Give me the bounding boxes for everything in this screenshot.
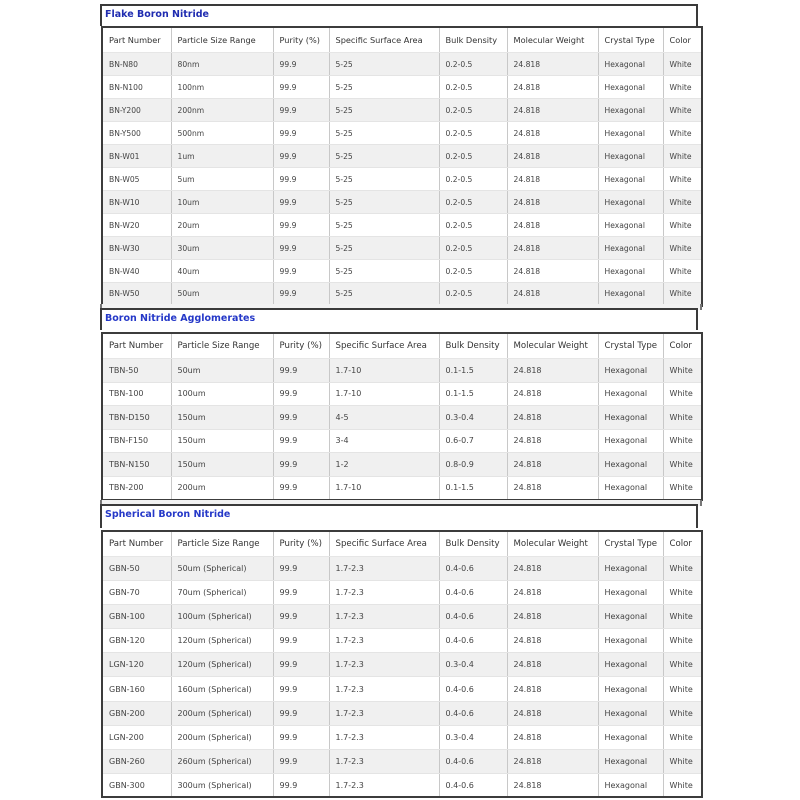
cell-molecular-weight: 24.818: [507, 76, 598, 99]
cell-surface-area: 5-25: [329, 76, 439, 99]
cell-color: White: [663, 237, 702, 260]
cell-bulk-density: 0.3-0.4: [439, 653, 507, 677]
cell-particle-size: 150um: [171, 453, 273, 477]
cell-purity: 99.9: [273, 629, 329, 653]
cell-molecular-weight: 24.818: [507, 191, 598, 214]
cell-color: White: [663, 701, 702, 725]
cell-bulk-density: 0.4-0.6: [439, 701, 507, 725]
cell-purity: 99.9: [273, 53, 329, 76]
cell-purity: 99.9: [273, 122, 329, 145]
cell-part-number: BN-W01: [102, 145, 171, 168]
cell-purity: 99.9: [273, 359, 329, 383]
table-row: [102, 429, 702, 453]
cell-surface-area: 1.7-2.3: [329, 581, 439, 605]
cell-particle-size: 20um: [171, 214, 273, 237]
cell-molecular-weight: 24.818: [507, 53, 598, 76]
column-header-particle-size: Particle Size Range: [171, 27, 273, 53]
cell-bulk-density: 0.1-1.5: [439, 359, 507, 383]
cell-part-number: GBN-120: [102, 629, 171, 653]
cell-bulk-density: 0.3-0.4: [439, 725, 507, 749]
column-header-particle-size: Particle Size Range: [171, 333, 273, 359]
cell-molecular-weight: 24.818: [507, 749, 598, 773]
cell-molecular-weight: 24.818: [507, 382, 598, 406]
cell-surface-area: 1.7-2.3: [329, 557, 439, 581]
cell-color: White: [663, 260, 702, 283]
cell-surface-area: 1-2: [329, 453, 439, 477]
section-title-flake: Flake Boron Nitride: [100, 4, 698, 26]
table-row: [102, 629, 702, 653]
cell-color: White: [663, 429, 702, 453]
cell-part-number: BN-Y200: [102, 99, 171, 122]
cell-particle-size: 50um: [171, 283, 273, 306]
cell-part-number: TBN-50: [102, 359, 171, 383]
cell-crystal-type: Hexagonal: [598, 453, 663, 477]
cell-particle-size: 160um (Spherical): [171, 677, 273, 701]
table-row: [102, 53, 702, 76]
cell-crystal-type: Hexagonal: [598, 145, 663, 168]
table-row: [102, 191, 702, 214]
table-row: [102, 76, 702, 99]
cell-surface-area: 3-4: [329, 429, 439, 453]
cell-molecular-weight: 24.818: [507, 557, 598, 581]
cell-surface-area: 1.7-10: [329, 382, 439, 406]
cell-surface-area: 1.7-2.3: [329, 725, 439, 749]
cell-molecular-weight: 24.818: [507, 283, 598, 306]
cell-purity: 99.9: [273, 725, 329, 749]
cell-surface-area: 4-5: [329, 406, 439, 430]
cell-bulk-density: 0.4-0.6: [439, 629, 507, 653]
cell-particle-size: 500nm: [171, 122, 273, 145]
cell-bulk-density: 0.2-0.5: [439, 237, 507, 260]
cell-molecular-weight: 24.818: [507, 476, 598, 500]
cell-purity: 99.9: [273, 557, 329, 581]
cell-molecular-weight: 24.818: [507, 145, 598, 168]
cell-part-number: BN-W05: [102, 168, 171, 191]
cell-surface-area: 5-25: [329, 237, 439, 260]
cell-molecular-weight: 24.818: [507, 99, 598, 122]
cell-bulk-density: 0.1-1.5: [439, 476, 507, 500]
column-header-purity: Purity (%): [273, 333, 329, 359]
cell-purity: 99.9: [273, 260, 329, 283]
cell-color: White: [663, 53, 702, 76]
cell-crystal-type: Hexagonal: [598, 406, 663, 430]
cell-color: White: [663, 99, 702, 122]
cell-purity: 99.9: [273, 773, 329, 797]
cell-bulk-density: 0.4-0.6: [439, 557, 507, 581]
cell-surface-area: 5-25: [329, 168, 439, 191]
section-title-spherical: Spherical Boron Nitride: [100, 504, 698, 528]
column-header-surface-area: Specific Surface Area: [329, 531, 439, 557]
column-header-crystal-type: Crystal Type: [598, 27, 663, 53]
cell-part-number: TBN-100: [102, 382, 171, 406]
cell-purity: 99.9: [273, 701, 329, 725]
cell-part-number: BN-Y500: [102, 122, 171, 145]
cell-surface-area: 1.7-2.3: [329, 773, 439, 797]
cell-surface-area: 1.7-2.3: [329, 677, 439, 701]
cell-particle-size: 200um (Spherical): [171, 701, 273, 725]
cell-part-number: GBN-160: [102, 677, 171, 701]
cell-crystal-type: Hexagonal: [598, 581, 663, 605]
cell-molecular-weight: 24.818: [507, 653, 598, 677]
cell-crystal-type: Hexagonal: [598, 76, 663, 99]
cell-molecular-weight: 24.818: [507, 701, 598, 725]
cell-molecular-weight: 24.818: [507, 359, 598, 383]
column-header-color: Color: [663, 531, 702, 557]
cell-part-number: LGN-200: [102, 725, 171, 749]
cell-color: White: [663, 122, 702, 145]
cell-bulk-density: 0.2-0.5: [439, 191, 507, 214]
column-header-part-number: Part Number: [102, 531, 171, 557]
column-header-color: Color: [663, 333, 702, 359]
cell-molecular-weight: 24.818: [507, 406, 598, 430]
cell-bulk-density: 0.2-0.5: [439, 168, 507, 191]
table-row: [102, 283, 702, 306]
cell-bulk-density: 0.6-0.7: [439, 429, 507, 453]
cell-color: White: [663, 168, 702, 191]
cell-surface-area: 5-25: [329, 191, 439, 214]
cell-molecular-weight: 24.818: [507, 122, 598, 145]
cell-molecular-weight: 24.818: [507, 214, 598, 237]
cell-color: White: [663, 725, 702, 749]
cell-color: White: [663, 359, 702, 383]
cell-particle-size: 150um: [171, 406, 273, 430]
cell-bulk-density: 0.2-0.5: [439, 260, 507, 283]
table-row: [102, 406, 702, 430]
column-header-part-number: Part Number: [102, 333, 171, 359]
cell-crystal-type: Hexagonal: [598, 677, 663, 701]
cell-bulk-density: 0.8-0.9: [439, 453, 507, 477]
cell-bulk-density: 0.4-0.6: [439, 677, 507, 701]
cell-particle-size: 200um (Spherical): [171, 725, 273, 749]
table-row: [102, 99, 702, 122]
table-row: [102, 237, 702, 260]
cell-particle-size: 40um: [171, 260, 273, 283]
cell-part-number: GBN-200: [102, 701, 171, 725]
cell-particle-size: 50um (Spherical): [171, 557, 273, 581]
cell-part-number: TBN-N150: [102, 453, 171, 477]
cell-crystal-type: Hexagonal: [598, 260, 663, 283]
cell-particle-size: 100um (Spherical): [171, 605, 273, 629]
table-row: [102, 122, 702, 145]
cell-color: White: [663, 581, 702, 605]
cell-part-number: BN-W30: [102, 237, 171, 260]
table-row: [102, 168, 702, 191]
cell-color: White: [663, 283, 702, 306]
table-row: [102, 476, 702, 500]
cell-particle-size: 50um: [171, 359, 273, 383]
cell-bulk-density: 0.2-0.5: [439, 283, 507, 306]
column-header-molecular-weight: Molecular Weight: [507, 531, 598, 557]
cell-purity: 99.9: [273, 677, 329, 701]
cell-purity: 99.9: [273, 76, 329, 99]
cell-purity: 99.9: [273, 581, 329, 605]
table-row: [102, 653, 702, 677]
table-row: [102, 725, 702, 749]
cell-part-number: GBN-50: [102, 557, 171, 581]
cell-surface-area: 1.7-2.3: [329, 629, 439, 653]
cell-crystal-type: Hexagonal: [598, 629, 663, 653]
cell-crystal-type: Hexagonal: [598, 214, 663, 237]
cell-molecular-weight: 24.818: [507, 168, 598, 191]
cell-crystal-type: Hexagonal: [598, 701, 663, 725]
cell-purity: 99.9: [273, 283, 329, 306]
table-row: [102, 701, 702, 725]
cell-particle-size: 300um (Spherical): [171, 773, 273, 797]
cell-color: White: [663, 76, 702, 99]
column-header-purity: Purity (%): [273, 27, 329, 53]
header-row: [102, 531, 702, 557]
table-row: [102, 605, 702, 629]
table-row: [102, 773, 702, 797]
cell-molecular-weight: 24.818: [507, 605, 598, 629]
cell-purity: 99.9: [273, 653, 329, 677]
cell-crystal-type: Hexagonal: [598, 237, 663, 260]
cell-purity: 99.9: [273, 605, 329, 629]
cell-color: White: [663, 605, 702, 629]
cell-color: White: [663, 677, 702, 701]
cell-color: White: [663, 749, 702, 773]
cell-crystal-type: Hexagonal: [598, 557, 663, 581]
cell-bulk-density: 0.2-0.5: [439, 214, 507, 237]
cell-molecular-weight: 24.818: [507, 677, 598, 701]
cell-particle-size: 200um: [171, 476, 273, 500]
cell-part-number: GBN-260: [102, 749, 171, 773]
cell-color: White: [663, 406, 702, 430]
column-header-surface-area: Specific Surface Area: [329, 333, 439, 359]
cell-crystal-type: Hexagonal: [598, 429, 663, 453]
column-header-molecular-weight: Molecular Weight: [507, 27, 598, 53]
header-row: [102, 333, 702, 359]
cell-crystal-type: Hexagonal: [598, 749, 663, 773]
cell-purity: 99.9: [273, 406, 329, 430]
cell-surface-area: 1.7-10: [329, 476, 439, 500]
cell-molecular-weight: 24.818: [507, 581, 598, 605]
cell-purity: 99.9: [273, 168, 329, 191]
cell-color: White: [663, 557, 702, 581]
column-header-surface-area: Specific Surface Area: [329, 27, 439, 53]
cell-crystal-type: Hexagonal: [598, 605, 663, 629]
cell-particle-size: 120um (Spherical): [171, 629, 273, 653]
cell-purity: 99.9: [273, 382, 329, 406]
cell-bulk-density: 0.4-0.6: [439, 605, 507, 629]
cell-part-number: TBN-D150: [102, 406, 171, 430]
cell-crystal-type: Hexagonal: [598, 191, 663, 214]
cell-part-number: GBN-100: [102, 605, 171, 629]
cell-bulk-density: 0.3-0.4: [439, 406, 507, 430]
cell-purity: 99.9: [273, 214, 329, 237]
cell-surface-area: 5-25: [329, 145, 439, 168]
cell-bulk-density: 0.2-0.5: [439, 122, 507, 145]
cell-color: White: [663, 629, 702, 653]
table-row: [102, 453, 702, 477]
cell-color: White: [663, 145, 702, 168]
cell-particle-size: 120um (Spherical): [171, 653, 273, 677]
cell-surface-area: 5-25: [329, 260, 439, 283]
cell-surface-area: 5-25: [329, 122, 439, 145]
cell-crystal-type: Hexagonal: [598, 773, 663, 797]
cell-particle-size: 260um (Spherical): [171, 749, 273, 773]
cell-color: White: [663, 453, 702, 477]
cell-bulk-density: 0.4-0.6: [439, 749, 507, 773]
cell-color: White: [663, 191, 702, 214]
cell-bulk-density: 0.4-0.6: [439, 773, 507, 797]
cell-purity: 99.9: [273, 749, 329, 773]
cell-molecular-weight: 24.818: [507, 629, 598, 653]
cell-surface-area: 1.7-10: [329, 359, 439, 383]
column-header-particle-size: Particle Size Range: [171, 531, 273, 557]
cell-surface-area: 5-25: [329, 53, 439, 76]
cell-surface-area: 1.7-2.3: [329, 653, 439, 677]
cell-purity: 99.9: [273, 237, 329, 260]
column-header-molecular-weight: Molecular Weight: [507, 333, 598, 359]
cell-crystal-type: Hexagonal: [598, 168, 663, 191]
cell-surface-area: 1.7-2.3: [329, 701, 439, 725]
cell-bulk-density: 0.2-0.5: [439, 76, 507, 99]
cell-crystal-type: Hexagonal: [598, 382, 663, 406]
cell-color: White: [663, 773, 702, 797]
cell-crystal-type: Hexagonal: [598, 653, 663, 677]
cell-particle-size: 30um: [171, 237, 273, 260]
cell-purity: 99.9: [273, 191, 329, 214]
cell-molecular-weight: 24.818: [507, 773, 598, 797]
cell-particle-size: 80nm: [171, 53, 273, 76]
section-title-agglomerates: Boron Nitride Agglomerates: [100, 308, 698, 330]
cell-crystal-type: Hexagonal: [598, 53, 663, 76]
table-row: [102, 359, 702, 383]
cell-surface-area: 1.7-2.3: [329, 605, 439, 629]
cell-crystal-type: Hexagonal: [598, 359, 663, 383]
cell-color: White: [663, 214, 702, 237]
cell-part-number: BN-W10: [102, 191, 171, 214]
cell-molecular-weight: 24.818: [507, 260, 598, 283]
cell-crystal-type: Hexagonal: [598, 476, 663, 500]
cell-color: White: [663, 382, 702, 406]
cell-part-number: BN-W20: [102, 214, 171, 237]
table-spherical-boron-nitride: [101, 530, 703, 798]
cell-part-number: TBN-200: [102, 476, 171, 500]
cell-bulk-density: 0.2-0.5: [439, 53, 507, 76]
table-row: [102, 145, 702, 168]
cell-bulk-density: 0.4-0.6: [439, 581, 507, 605]
cell-particle-size: 1um: [171, 145, 273, 168]
cell-part-number: BN-N100: [102, 76, 171, 99]
cell-particle-size: 150um: [171, 429, 273, 453]
cell-part-number: BN-W40: [102, 260, 171, 283]
cell-part-number: GBN-70: [102, 581, 171, 605]
cell-bulk-density: 0.2-0.5: [439, 145, 507, 168]
cell-purity: 99.9: [273, 99, 329, 122]
table-row: [102, 677, 702, 701]
cell-bulk-density: 0.2-0.5: [439, 99, 507, 122]
column-header-crystal-type: Crystal Type: [598, 333, 663, 359]
cell-surface-area: 5-25: [329, 99, 439, 122]
cell-crystal-type: Hexagonal: [598, 122, 663, 145]
cell-part-number: GBN-300: [102, 773, 171, 797]
cell-part-number: BN-W50: [102, 283, 171, 306]
cell-particle-size: 70um (Spherical): [171, 581, 273, 605]
cell-surface-area: 5-25: [329, 214, 439, 237]
cell-bulk-density: 0.1-1.5: [439, 382, 507, 406]
cell-molecular-weight: 24.818: [507, 725, 598, 749]
cell-purity: 99.9: [273, 453, 329, 477]
column-header-crystal-type: Crystal Type: [598, 531, 663, 557]
table-row: [102, 382, 702, 406]
column-header-part-number: Part Number: [102, 27, 171, 53]
cell-color: White: [663, 653, 702, 677]
cell-molecular-weight: 24.818: [507, 237, 598, 260]
column-header-bulk-density: Bulk Density: [439, 531, 507, 557]
cell-part-number: TBN-F150: [102, 429, 171, 453]
cell-particle-size: 200nm: [171, 99, 273, 122]
table-row: [102, 214, 702, 237]
cell-molecular-weight: 24.818: [507, 429, 598, 453]
cell-purity: 99.9: [273, 429, 329, 453]
cell-crystal-type: Hexagonal: [598, 725, 663, 749]
table-row: [102, 749, 702, 773]
cell-part-number: BN-N80: [102, 53, 171, 76]
table-row: [102, 260, 702, 283]
column-header-purity: Purity (%): [273, 531, 329, 557]
cell-crystal-type: Hexagonal: [598, 283, 663, 306]
header-row: [102, 27, 702, 53]
cell-particle-size: 5um: [171, 168, 273, 191]
cell-color: White: [663, 476, 702, 500]
cell-surface-area: 5-25: [329, 283, 439, 306]
table-row: [102, 557, 702, 581]
table-flake-boron-nitride: [101, 26, 703, 307]
cell-part-number: LGN-120: [102, 653, 171, 677]
cell-crystal-type: Hexagonal: [598, 99, 663, 122]
cell-molecular-weight: 24.818: [507, 453, 598, 477]
table-boron-nitride-agglomerates: [101, 332, 703, 501]
column-header-color: Color: [663, 27, 702, 53]
cell-particle-size: 10um: [171, 191, 273, 214]
cell-particle-size: 100nm: [171, 76, 273, 99]
column-header-bulk-density: Bulk Density: [439, 27, 507, 53]
cell-particle-size: 100um: [171, 382, 273, 406]
cell-purity: 99.9: [273, 145, 329, 168]
cell-purity: 99.9: [273, 476, 329, 500]
table-row: [102, 581, 702, 605]
cell-surface-area: 1.7-2.3: [329, 749, 439, 773]
column-header-bulk-density: Bulk Density: [439, 333, 507, 359]
